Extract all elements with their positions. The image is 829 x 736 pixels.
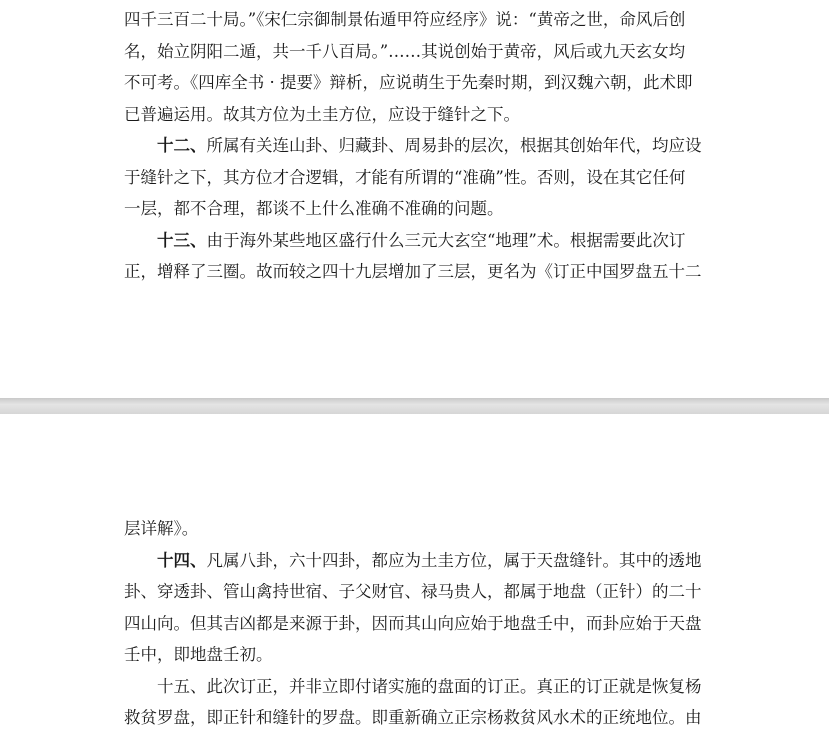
paragraph-item-13 [124, 225, 708, 288]
text-line [124, 545, 708, 577]
text-line: 已普遍运用。故其方位为土圭方位，应设于缝针之下。 [124, 104, 520, 124]
text-line: 十五、此次订正，并非立即付诸实施的盘面的订正。真正的订正就是恢复杨 [157, 676, 702, 696]
item-14-label: 十四、 [157, 550, 207, 570]
text-line: 于缝针之下，其方位才合逻辑，才能有所谓的“准确”性。否则，设在其它任何 [124, 167, 686, 187]
page-2-text [124, 513, 708, 734]
paragraph-continued [124, 513, 708, 545]
paragraph-item-15 [124, 671, 708, 734]
document-page-2 [0, 414, 829, 736]
paragraph-item-14 [124, 545, 708, 671]
text-line [124, 225, 708, 257]
text-line: 四山向。但其吉凶都是来源于卦，因而其山向应始于地盘壬中，而卦应始于天盘 [124, 613, 702, 633]
text-line: 四千三百二十局。”《宋仁宗御制景佑遁甲符应经序》说：“黄帝之世，命风后创 [124, 10, 686, 29]
text-line: 层详解》。 [124, 519, 199, 538]
text-line: 救贫罗盘，即正针和缝针的罗盘。即重新确立正宗杨救贫风水术的正统地位。由 [124, 708, 702, 727]
text-line: 卦、穿透卦、管山禽持世宿、子父财官、禄马贵人，都属于地盘（正针）的二十 [124, 582, 702, 601]
text-run: 凡属八卦，六十四卦，都应为土圭方位，属于天盘缝针。其中的透地 [206, 550, 702, 570]
paragraph-continued [124, 4, 708, 130]
text-line: 不可考。《四库全书 · 提要》辩析，应说萌生于先秦时期，到汉魏六朝，此术即 [124, 73, 693, 92]
paragraph-item-12 [124, 130, 708, 225]
item-13-label: 十三、 [157, 230, 207, 250]
text-line [124, 130, 708, 162]
page-1-text [124, 4, 708, 288]
text-line: 一层，都不合理，都谈不上什么准确不准确的问题。 [124, 199, 504, 218]
text-line: 名，始立阴阳二遁，共一千八百局。”……其说创始于黄帝，风后或九天玄女均 [124, 41, 686, 61]
text-run: 所属有关连山卦、归藏卦、周易卦的层次，根据其创始年代，均应设 [206, 136, 702, 155]
item-12-label: 十二、 [157, 136, 207, 155]
page-separator [0, 398, 829, 414]
text-line: 正，增释了三圈。故而较之四十九层增加了三层，更名为《订正中国罗盘五十二 [124, 262, 702, 281]
text-line: 壬中，即地盘壬初。 [124, 645, 273, 664]
text-run: 由于海外某些地区盛行什么三元大玄空“地理”术。根据需要此次订 [206, 230, 686, 250]
